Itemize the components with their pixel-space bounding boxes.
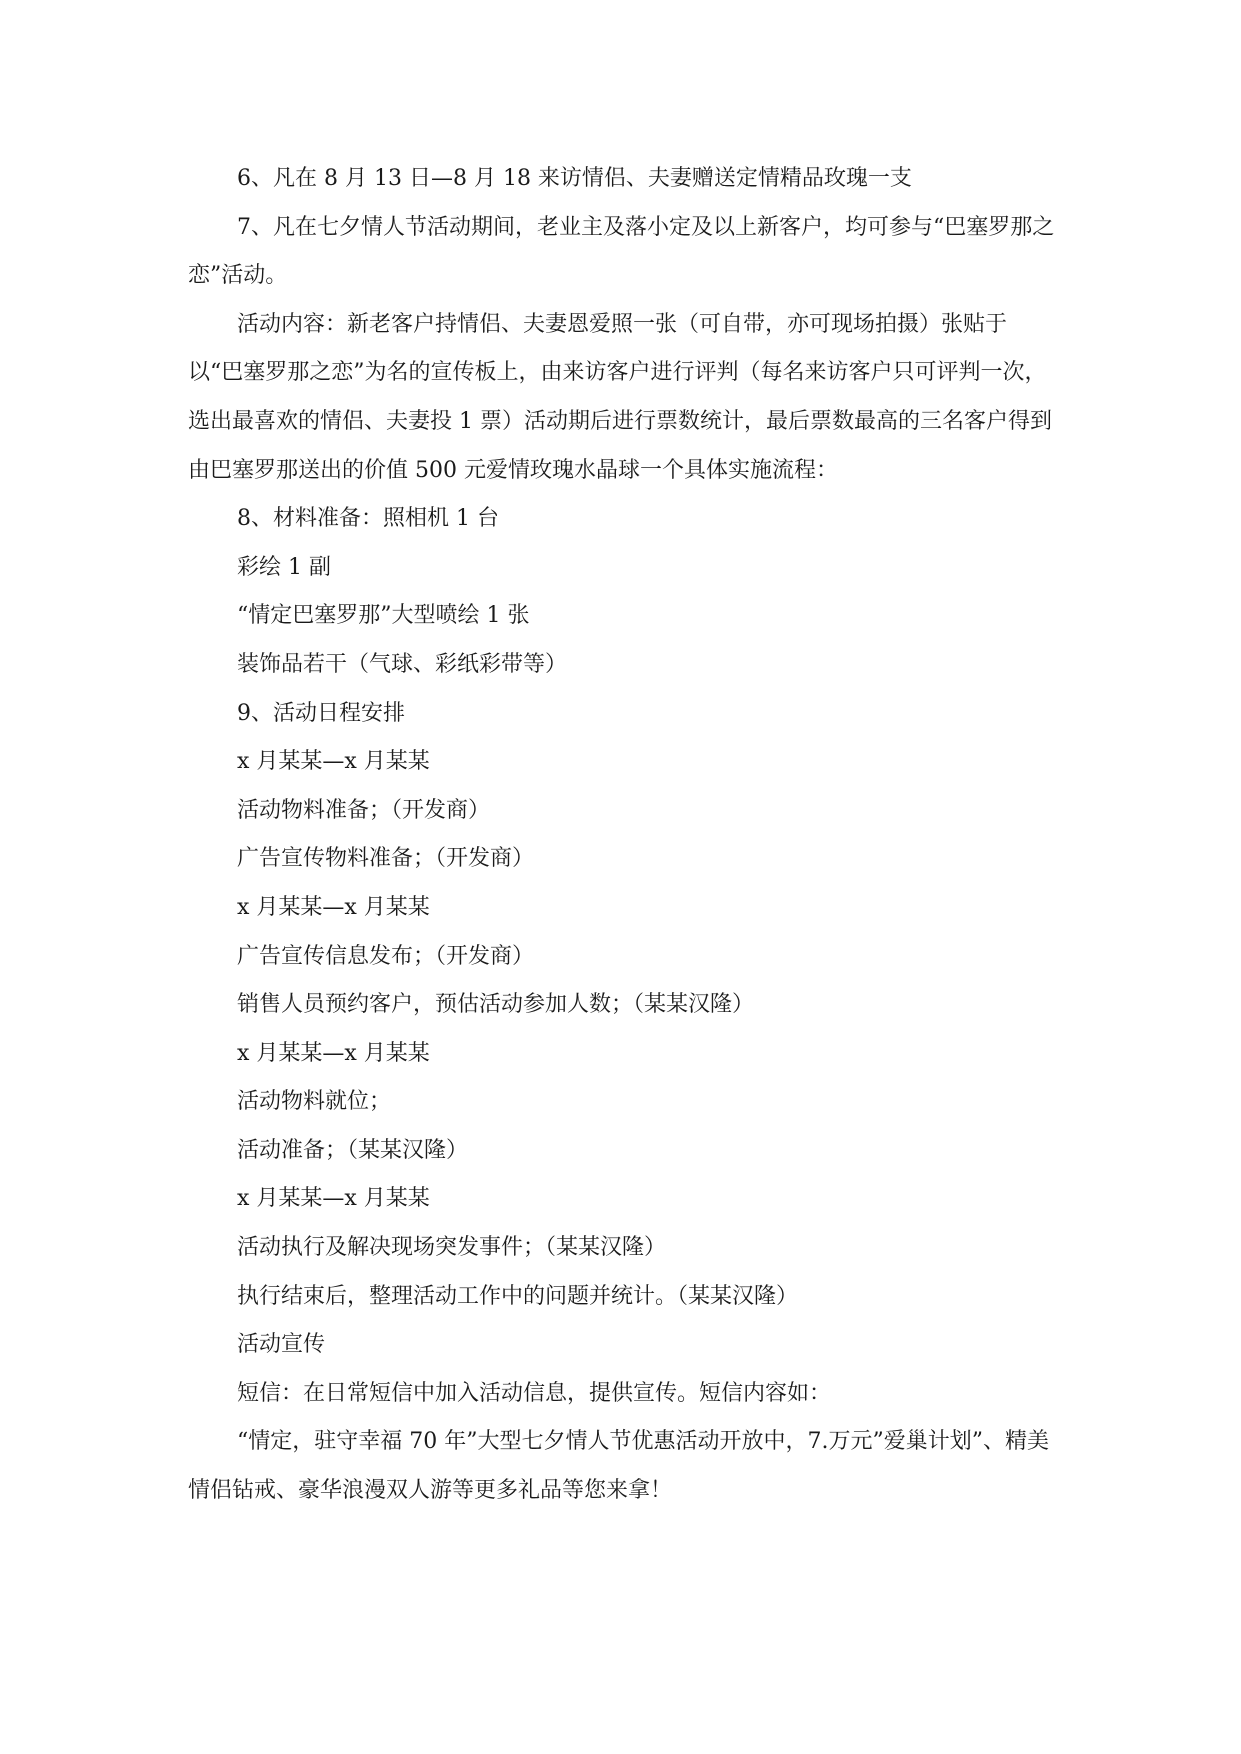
paragraph-task-execution: 活动执行及解决现场突发事件；（某某汉隆） (237, 1235, 667, 1261)
paragraph-item-6: 6、凡在 8 月 13 日—8 月 18 来访情侣、夫妻赠送定情精品玫瑰一支 (237, 166, 912, 191)
paragraph-task-preparation: 活动准备；（某某汉隆） (237, 1137, 469, 1163)
paragraph-task-ad-materials: 广告宣传物料准备；（开发商） (237, 846, 535, 872)
paragraph-task-ad-release: 广告宣传信息发布；（开发商） (237, 943, 535, 969)
paragraph-material-banner: “情定巴塞罗那”大型喷绘 1 张 (237, 603, 530, 629)
paragraph-date-range-1: x 月某某—x 月某某 (237, 749, 430, 775)
paragraph-activity-content: 活动内容：新老客户持情侣、夫妻恩爱照一张（可自带，亦可现场拍摄）张贴于以“巴塞罗那之恋”为名的宣传板上，由来访客户进行评判（每名来访客户只可评判一次，选出最喜欢的情侣、夫妻投 1 票）活动期后进行票数统计，最后票数最高的三名客户得到由巴塞罗那送出的价值 500 元爱情玫瑰水晶球一个具体实施流程： (188, 311, 1052, 483)
paragraph-promotion-heading: 活动宣传 (237, 1332, 326, 1358)
paragraph-item-8: 8、材料准备：照相机 1 台 (237, 506, 499, 532)
paragraph-item-7: 7、凡在七夕情人节活动期间，老业主及落小定及以上新客户，均可参与“巴塞罗那之恋”活动。 (188, 214, 1055, 289)
paragraph-item-9: 9、活动日程安排 (237, 700, 405, 726)
paragraph-task-materials-ready: 活动物料就位； (237, 1089, 392, 1115)
paragraph-date-range-3: x 月某某—x 月某某 (237, 1040, 430, 1066)
paragraph-sms-content: “情定，驻守幸福 70 年”大型七夕情人节优惠活动开放中，7.万元”爱巢计划”、精美情侣钻戒、豪华浪漫双人游等更多礼品等您来拿！ (188, 1429, 1049, 1504)
document-body (188, 155, 1058, 1516)
paragraph-task-wrapup: 执行结束后，整理活动工作中的问题并统计。（某某汉隆） (237, 1283, 799, 1309)
paragraph-task-materials: 活动物料准备；（开发商） (237, 797, 491, 823)
paragraph-material-paint: 彩绘 1 副 (237, 554, 331, 580)
paragraph-task-sales-booking: 销售人员预约客户，预估活动参加人数；（某某汉隆） (237, 992, 755, 1018)
paragraph-date-range-2: x 月某某—x 月某某 (237, 894, 430, 920)
paragraph-date-range-4: x 月某某—x 月某某 (237, 1186, 430, 1212)
paragraph-sms-intro: 短信：在日常短信中加入活动信息，提供宣传。短信内容如： (237, 1380, 832, 1406)
paragraph-material-decor: 装饰品若干（气球、彩纸彩带等） (237, 651, 568, 677)
